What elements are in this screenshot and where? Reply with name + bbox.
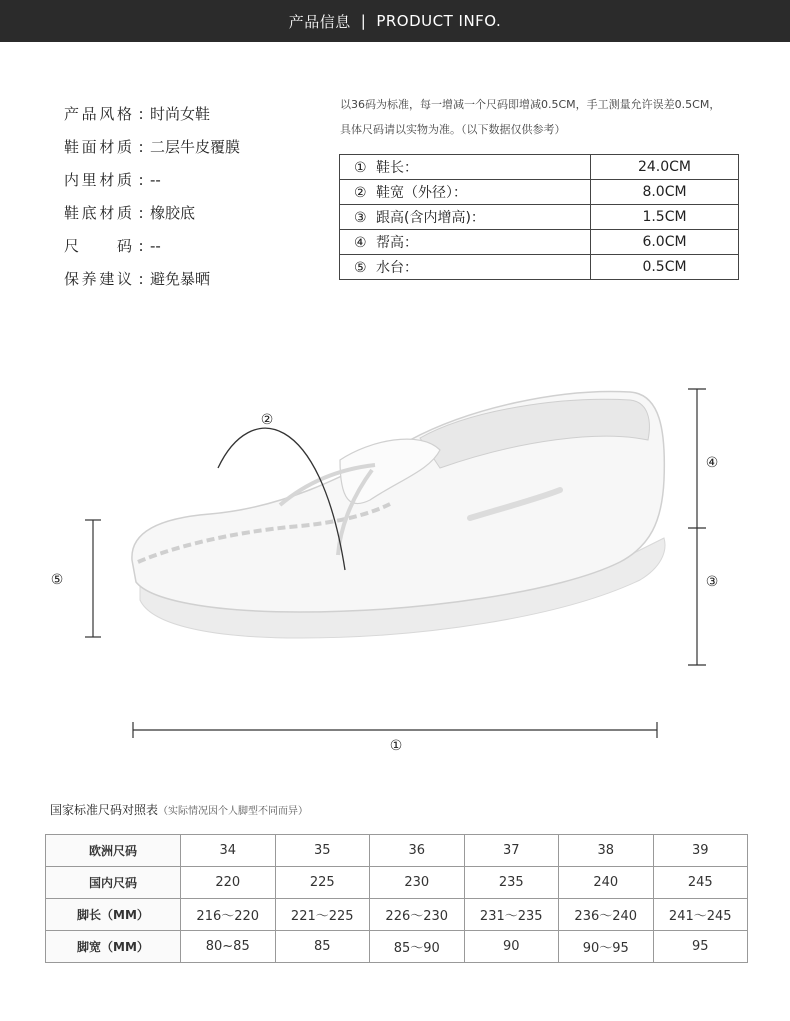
table-cell: 241～245 [653, 899, 748, 931]
info-row [64, 163, 240, 196]
size-chart-heading: 国家标准尺码对照表 [50, 803, 159, 817]
table-cell: 90～95 [559, 931, 654, 963]
product-info-list [64, 97, 240, 295]
measurement-row [340, 180, 739, 205]
measurement-row [340, 205, 739, 230]
table-cell: 36 [370, 835, 465, 867]
row-header: 脚宽（MM） [46, 931, 181, 963]
info-colon: : [138, 269, 144, 288]
table-cell: 90 [464, 931, 559, 963]
table-cell: 34 [181, 835, 276, 867]
table-cell: 221～225 [275, 899, 370, 931]
size-note-line: 具体尺码请以实物为准。（以下数据仅供参考） [340, 123, 566, 136]
info-value: 时尚女鞋 [150, 105, 211, 123]
size-note-line: 以36码为标准，每一增减一个尺码即增减0.5CM，手工测量允许误差0.5CM， [340, 98, 721, 111]
measurement-value: 24.0CM [591, 155, 739, 180]
measurement-label: 帮高： [376, 235, 418, 251]
info-colon: : [138, 137, 144, 156]
info-row [64, 229, 240, 262]
info-row [64, 262, 240, 295]
platform-marker: ⑤ [50, 572, 64, 588]
info-row [64, 196, 240, 229]
row-header: 欧洲尺码 [46, 835, 181, 867]
table-cell: 85 [275, 931, 370, 963]
info-colon: : [138, 236, 144, 255]
table-cell: 85～90 [370, 931, 465, 963]
info-colon: : [138, 203, 144, 222]
table-row [46, 867, 748, 899]
info-colon: : [138, 104, 144, 123]
measurement-row [340, 255, 739, 280]
size-chart-table [45, 834, 748, 963]
table-row [46, 835, 748, 867]
info-label: 内里材质 [64, 171, 132, 189]
info-label: 鞋面材质 [64, 138, 132, 156]
table-cell: 39 [653, 835, 748, 867]
table-row [46, 899, 748, 931]
header-title-en: PRODUCT INFO. [376, 12, 502, 30]
measurement-number: ⑤ [354, 260, 367, 276]
heel-height-marker: ③ [705, 574, 719, 590]
measurement-label: 水台： [376, 260, 418, 276]
info-value: 二层牛皮覆膜 [150, 138, 241, 156]
header-separator: | [360, 12, 367, 30]
info-label: 产品风格 [64, 105, 132, 123]
measurement-value: 8.0CM [591, 180, 739, 205]
info-row [64, 97, 240, 130]
table-cell: 236～240 [559, 899, 654, 931]
table-cell: 35 [275, 835, 370, 867]
table-cell: 95 [653, 931, 748, 963]
table-cell: 226～230 [370, 899, 465, 931]
measurement-label: 跟高(含内增高)： [376, 210, 485, 226]
shoe-illustration [132, 391, 665, 638]
table-cell: 230 [370, 867, 465, 899]
measurement-number: ④ [354, 235, 367, 251]
measurement-row [340, 155, 739, 180]
table-cell: 225 [275, 867, 370, 899]
shoe-diagram [0, 300, 790, 780]
info-row [64, 130, 240, 163]
measurement-number: ① [354, 160, 367, 176]
table-cell: 235 [464, 867, 559, 899]
measurement-table [339, 154, 739, 280]
row-header: 脚长（MM） [46, 899, 181, 931]
info-label: 鞋底材质 [64, 204, 132, 222]
table-cell: 220 [181, 867, 276, 899]
size-chart-subtitle: （实际情况因个人脚型不同而异） [158, 806, 309, 817]
measurement-value: 6.0CM [591, 230, 739, 255]
length-marker: ① [389, 738, 403, 754]
measurement-number: ② [354, 185, 367, 201]
measurement-value: 0.5CM [591, 255, 739, 280]
measurement-label: 鞋长： [376, 160, 418, 176]
info-value: -- [150, 236, 161, 255]
info-label: 尺码 [64, 237, 132, 255]
row-header: 国内尺码 [46, 867, 181, 899]
measurement-number: ③ [354, 210, 367, 226]
table-cell: 80~85 [181, 931, 276, 963]
measurement-label: 鞋宽（外径）： [376, 185, 467, 201]
info-value: 橡胶底 [150, 204, 196, 222]
measurement-row [340, 230, 739, 255]
table-cell: 240 [559, 867, 654, 899]
table-cell: 231～235 [464, 899, 559, 931]
info-value: 避免暴晒 [150, 270, 211, 288]
table-cell: 216～220 [181, 899, 276, 931]
section-header [0, 0, 790, 42]
header-title-cn: 产品信息 [288, 12, 351, 31]
size-note [340, 92, 760, 142]
measurement-value: 1.5CM [591, 205, 739, 230]
table-cell: 245 [653, 867, 748, 899]
info-colon: : [138, 170, 144, 189]
info-value: -- [150, 170, 161, 189]
upper-height-marker: ④ [705, 455, 719, 471]
table-cell: 37 [464, 835, 559, 867]
size-chart-title [50, 801, 308, 818]
width-marker: ② [260, 412, 274, 428]
table-cell: 38 [559, 835, 654, 867]
table-row [46, 931, 748, 963]
info-label: 保养建议 [64, 270, 132, 288]
